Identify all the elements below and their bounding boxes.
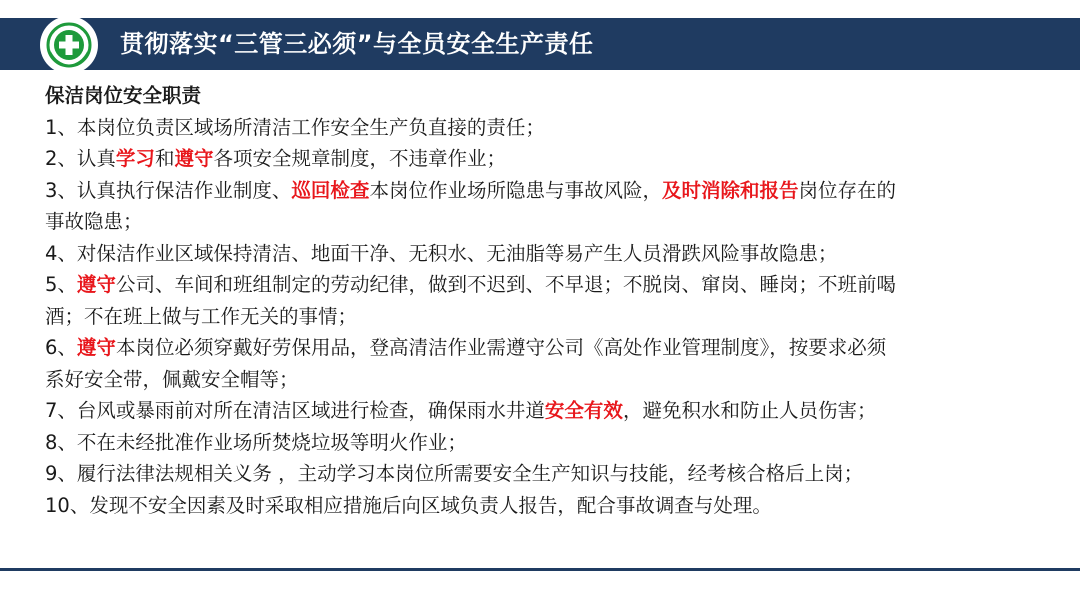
item-text: ，避免积水和防止人员伤害； [622, 399, 877, 422]
item-text: 1、本岗位负责区域场所清洁工作安全生产负直接的责任； [45, 115, 545, 139]
highlight-text: 遵守 [76, 273, 116, 296]
header-banner [0, 18, 1080, 70]
list-item [45, 427, 1055, 459]
item-text: 10、发现不安全因素及时采取相应措施后向区域负责人报告，配合事故调查与处理。 [45, 493, 772, 517]
list-item [45, 458, 1055, 490]
list-item [45, 395, 1055, 427]
highlight-text: 安全有效 [544, 399, 623, 422]
highlight-text: 巡回检查 [291, 178, 370, 202]
item-text: 9、履行法律法规相关义务 ，主动学习本岗位所需要安全生产知识与技能，经考核合格后上岗； [45, 462, 864, 485]
item-text: 2、认真 [45, 147, 116, 170]
item-text: 8、不在未经批准作业场所焚烧垃圾等明火作业； [45, 430, 467, 454]
item-text: 系好安全带，佩戴安全帽等； [45, 367, 299, 391]
highlight-text: 遵守 [76, 336, 116, 359]
header-accent [0, 18, 28, 70]
item-text: 本岗位必须穿戴好劳保用品，登高清洁作业需遵守公司《高处作业管理制度》，按要求必须 [115, 336, 887, 359]
section-heading: 保洁岗位安全职责 [45, 84, 202, 107]
item-text: 5、 [45, 273, 77, 296]
list-item [45, 269, 1055, 332]
list-item [45, 490, 1055, 522]
item-text: 事故隐患； [45, 210, 143, 233]
list-item [45, 332, 1055, 395]
list-item [45, 143, 1055, 175]
duties-list [45, 80, 1055, 521]
item-text: 酒；不在班上做与工作无关的事情； [45, 304, 358, 328]
safety-cross-logo-icon [42, 18, 96, 72]
item-text: 6、 [45, 336, 77, 359]
list-item [45, 175, 1055, 238]
item-text: 和 [154, 147, 175, 170]
item-text: 7、台风或暴雨前对所在清洁区域进行检查，确保雨水井道 [45, 399, 545, 422]
highlight-text: 学习 [115, 147, 155, 170]
page-title: 贯彻落实“三管三必须”与全员安全生产责任 [120, 30, 594, 58]
item-text: 各项安全规章制度，不违章作业； [213, 147, 506, 170]
item-text: 3、认真执行保洁作业制度、 [45, 178, 292, 202]
highlight-text: 遵守 [174, 147, 214, 170]
list-item [45, 238, 1055, 270]
highlight-text: 及时消除和报告 [661, 178, 799, 202]
item-text: 岗位存在的 [798, 178, 896, 202]
list-item [45, 112, 1055, 144]
item-text: 本岗位作业场所隐患与事故风险， [369, 178, 662, 202]
item-text: 公司、车间和班组制定的劳动纪律，做到不迟到、不早退；不脱岗、窜岗、睡岗；不班前喝 [115, 273, 896, 296]
footer-divider [0, 568, 1080, 571]
item-text: 4、对保洁作业区域保持清洁、地面干净、无积水、无油脂等易产生人员滑跌风险事故隐患； [45, 241, 838, 265]
